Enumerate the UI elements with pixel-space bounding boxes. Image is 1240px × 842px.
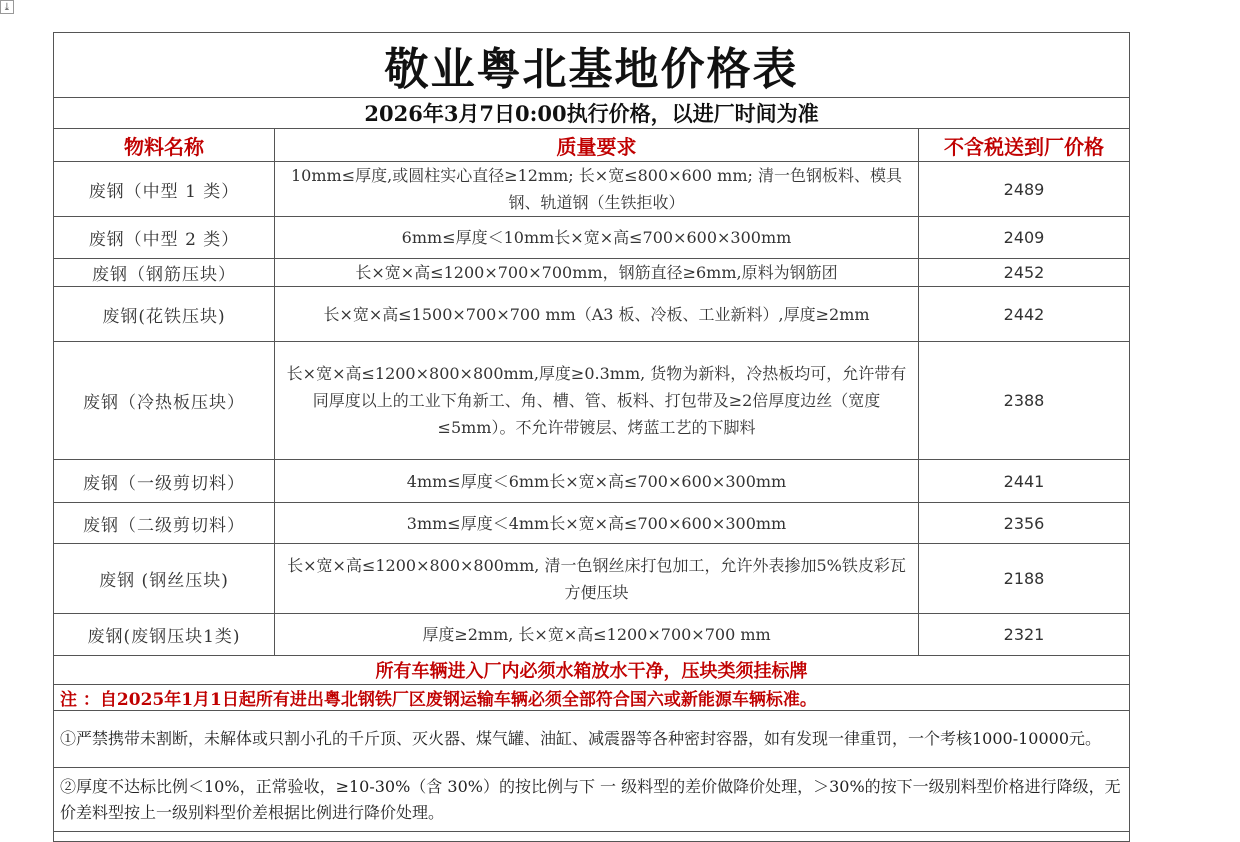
table-row bbox=[54, 614, 1130, 656]
table-row bbox=[54, 217, 1130, 259]
cut-off-row bbox=[54, 832, 1130, 842]
header-quality-requirement: 质量要求 bbox=[275, 129, 919, 162]
quality-requirement: 长×宽×高≤1200×800×800mm,厚度≥0.3mm, 货物为新料，冷热板均可，允许带有同厚度以上的工业下角新工、角、槽、管、板料、打包带及≥2倍厚度边丝（宽度≤5mm）。不允许带镀层、烤蓝工艺的下脚料 bbox=[275, 342, 919, 460]
table-row bbox=[54, 342, 1130, 460]
header-material-name: 物料名称 bbox=[54, 129, 275, 162]
table-row bbox=[54, 259, 1130, 287]
price-value: 2356 bbox=[919, 503, 1130, 544]
quality-requirement: 厚度≥2mm, 长×宽×高≤1200×700×700 mm bbox=[275, 614, 919, 656]
quality-requirement: 4mm≤厚度＜6mm长×宽×高≤700×600×300mm bbox=[275, 460, 919, 503]
quality-requirement: 长×宽×高≤1200×800×800mm, 清一色钢丝床打包加工，允许外表掺加5%铁皮彩瓦方便压块 bbox=[275, 544, 919, 614]
material-name: 废钢（一级剪切料） bbox=[54, 460, 275, 503]
price-value: 2441 bbox=[919, 460, 1130, 503]
material-name: 废钢（中型 2 类） bbox=[54, 217, 275, 259]
material-name: 废钢 (钢丝压块) bbox=[54, 544, 275, 614]
table-row bbox=[54, 460, 1130, 503]
price-value: 2321 bbox=[919, 614, 1130, 656]
price-value: 2489 bbox=[919, 162, 1130, 217]
price-value: 2188 bbox=[919, 544, 1130, 614]
price-value: 2452 bbox=[919, 259, 1130, 287]
material-name: 废钢（中型 1 类） bbox=[54, 162, 275, 217]
rule-item: ②厚度不达标比例＜10%，正常验收，≥10-30%（含 30%）的按比例与下 一 级料型的差价做降价处理，＞30%的按下一级别料型价格进行降级，无价差料型按上一级别料型价差根据比例进行降价处理。 bbox=[54, 768, 1130, 832]
header-price: 不含税送到厂价格 bbox=[919, 129, 1130, 162]
material-name: 废钢(废钢压块1类) bbox=[54, 614, 275, 656]
table-row bbox=[54, 287, 1130, 342]
price-value: 2388 bbox=[919, 342, 1130, 460]
quality-requirement: 3mm≤厚度＜4mm长×宽×高≤700×600×300mm bbox=[275, 503, 919, 544]
quality-requirement: 6mm≤厚度＜10mm长×宽×高≤700×600×300mm bbox=[275, 217, 919, 259]
effective-date: 2026年3月7日0:00执行价格，以进厂时间为准 bbox=[54, 98, 1130, 129]
table-row bbox=[54, 162, 1130, 217]
vehicle-notice: 所有车辆进入厂内必须水箱放水干净，压块类须挂标牌 bbox=[54, 656, 1130, 685]
material-name: 废钢（二级剪切料） bbox=[54, 503, 275, 544]
price-value: 2409 bbox=[919, 217, 1130, 259]
quality-requirement: 长×宽×高≤1500×700×700 mm（A3 板、冷板、工业新料）,厚度≥2mm bbox=[275, 287, 919, 342]
price-table bbox=[53, 32, 1130, 842]
expand-icon[interactable]: ⤓ bbox=[0, 0, 14, 14]
price-value: 2442 bbox=[919, 287, 1130, 342]
material-name: 废钢(花铁压块) bbox=[54, 287, 275, 342]
material-name: 废钢（钢筋压块） bbox=[54, 259, 275, 287]
table-row bbox=[54, 544, 1130, 614]
emission-standard-note: 注 ：自2025年1月1日起所有进出粤北钢铁厂区废钢运输车辆必须全部符合国六或新能源车辆标准。 bbox=[54, 685, 1130, 711]
rule-item: ①严禁携带未割断，未解体或只割小孔的千斤顶、灭火器、煤气罐、油缸、减震器等各种密封容器，如有发现一律重罚，一个考核1000-10000元。 bbox=[54, 711, 1130, 768]
table-row bbox=[54, 503, 1130, 544]
quality-requirement: 长×宽×高≤1200×700×700mm，钢筋直径≥6mm,原料为钢筋团 bbox=[275, 259, 919, 287]
material-name: 废钢（冷热板压块） bbox=[54, 342, 275, 460]
quality-requirement: 10mm≤厚度,或圆柱实心直径≥12mm; 长×宽≤800×600 mm; 清一色钢板料、模具钢、轨道钢（生铁拒收） bbox=[275, 162, 919, 217]
page-title: 敬业粤北基地价格表 bbox=[54, 33, 1130, 98]
